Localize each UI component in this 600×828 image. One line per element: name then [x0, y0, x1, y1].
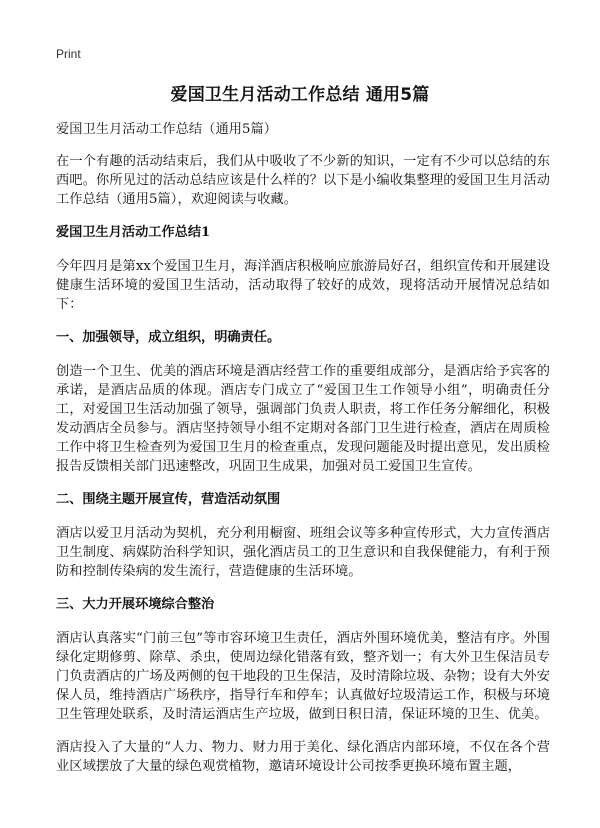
paragraph-environment: 酒店认真落实“门前三包”等市容环境卫生责任，酒店外围环境优美，整洁有序。外围绿化定期修剪、除草、杀虫，使周边绿化错落有致，整齐划一；有大外卫生保洁员专门负责酒店的广场及两侧的包干地段的卫生保洁，及时清除垃圾、杂物；设有大外安保人员，维持酒店广场秩序，指导行车和停车；认真做好垃圾清运工作，积极与环境卫生管理处联系，及时清运酒店生产垃圾，做到日积日清，保证环境的卫生、优美。: [56, 631, 550, 722]
subheading-environment: 三、大力开展环境综合整治: [56, 597, 215, 612]
document-body: [56, 120, 550, 776]
paragraph-leadership: 创造一个卫生、优美的酒店环境是酒店经营工作的重要组成部分，是酒店给予宾客的承诺，是酒店品质的体现。酒店专门成立了“爱国卫生工作领导小组”，明确责任分工，对爱国卫生活动加强了领导，强调部门负责人职责，将工作任务分解细化，积极发动酒店全员参与。酒店坚持领导小组不定期对各部门卫生进行检查，酒店在周质检工作中将卫生检查列为爱国卫生月的检查重点，发现问题能及时提出意见，发出质检报告反馈相关部门迅速整改，巩固卫生成果，加强对员工爱国卫生宣传。: [56, 364, 550, 474]
paragraph-investment: 酒店投入了大量的“人力、物力、财力用于美化、绿化酒店内部环境，不仅在各个营业区域摆放了大量的绿色观赏植物，邀请环境设计公司按季更换环境布置主题，: [56, 740, 550, 774]
paragraph-publicity: 酒店以爱卫月活动为契机，充分利用橱窗、班组会议等多种宣传形式，大力宣传酒店卫生制度、病媒防治科学知识，强化酒店员工的卫生意识和自我保健能力，有利于预防和控制传染病的发生流行，营造健康的生活环境。: [56, 526, 550, 579]
page-title: 爱国卫生月活动工作总结 通用5篇: [170, 85, 430, 105]
document-subtitle: 爱国卫生月活动工作总结（通用5篇）: [56, 122, 278, 137]
section-heading-1: 爱国卫生月活动工作总结1: [56, 225, 211, 240]
subheading-leadership: 一、加强领导，成立组织，明确责任。: [56, 330, 281, 345]
subheading-publicity: 二、围绕主题开展宣传，营造活动氛围: [56, 492, 281, 507]
section-intro-paragraph: 今年四月是第xx个爱国卫生月，海洋酒店积极响应旅游局好召，组织宣传和开展建设健康生活环境的爱国卫生活动，活动取得了较好的成效，现将活动开展情况总结如下：: [56, 259, 550, 312]
print-label: Print: [56, 47, 81, 61]
intro-paragraph: 在一个有趣的活动结束后，我们从中吸收了不少新的知识，一定有不少可以总结的东西吧。你所见过的活动总结应该是什么样的？以下是小编收集整理的爱国卫生月活动工作总结（通用5篇），欢迎阅读与收藏。: [56, 154, 550, 207]
